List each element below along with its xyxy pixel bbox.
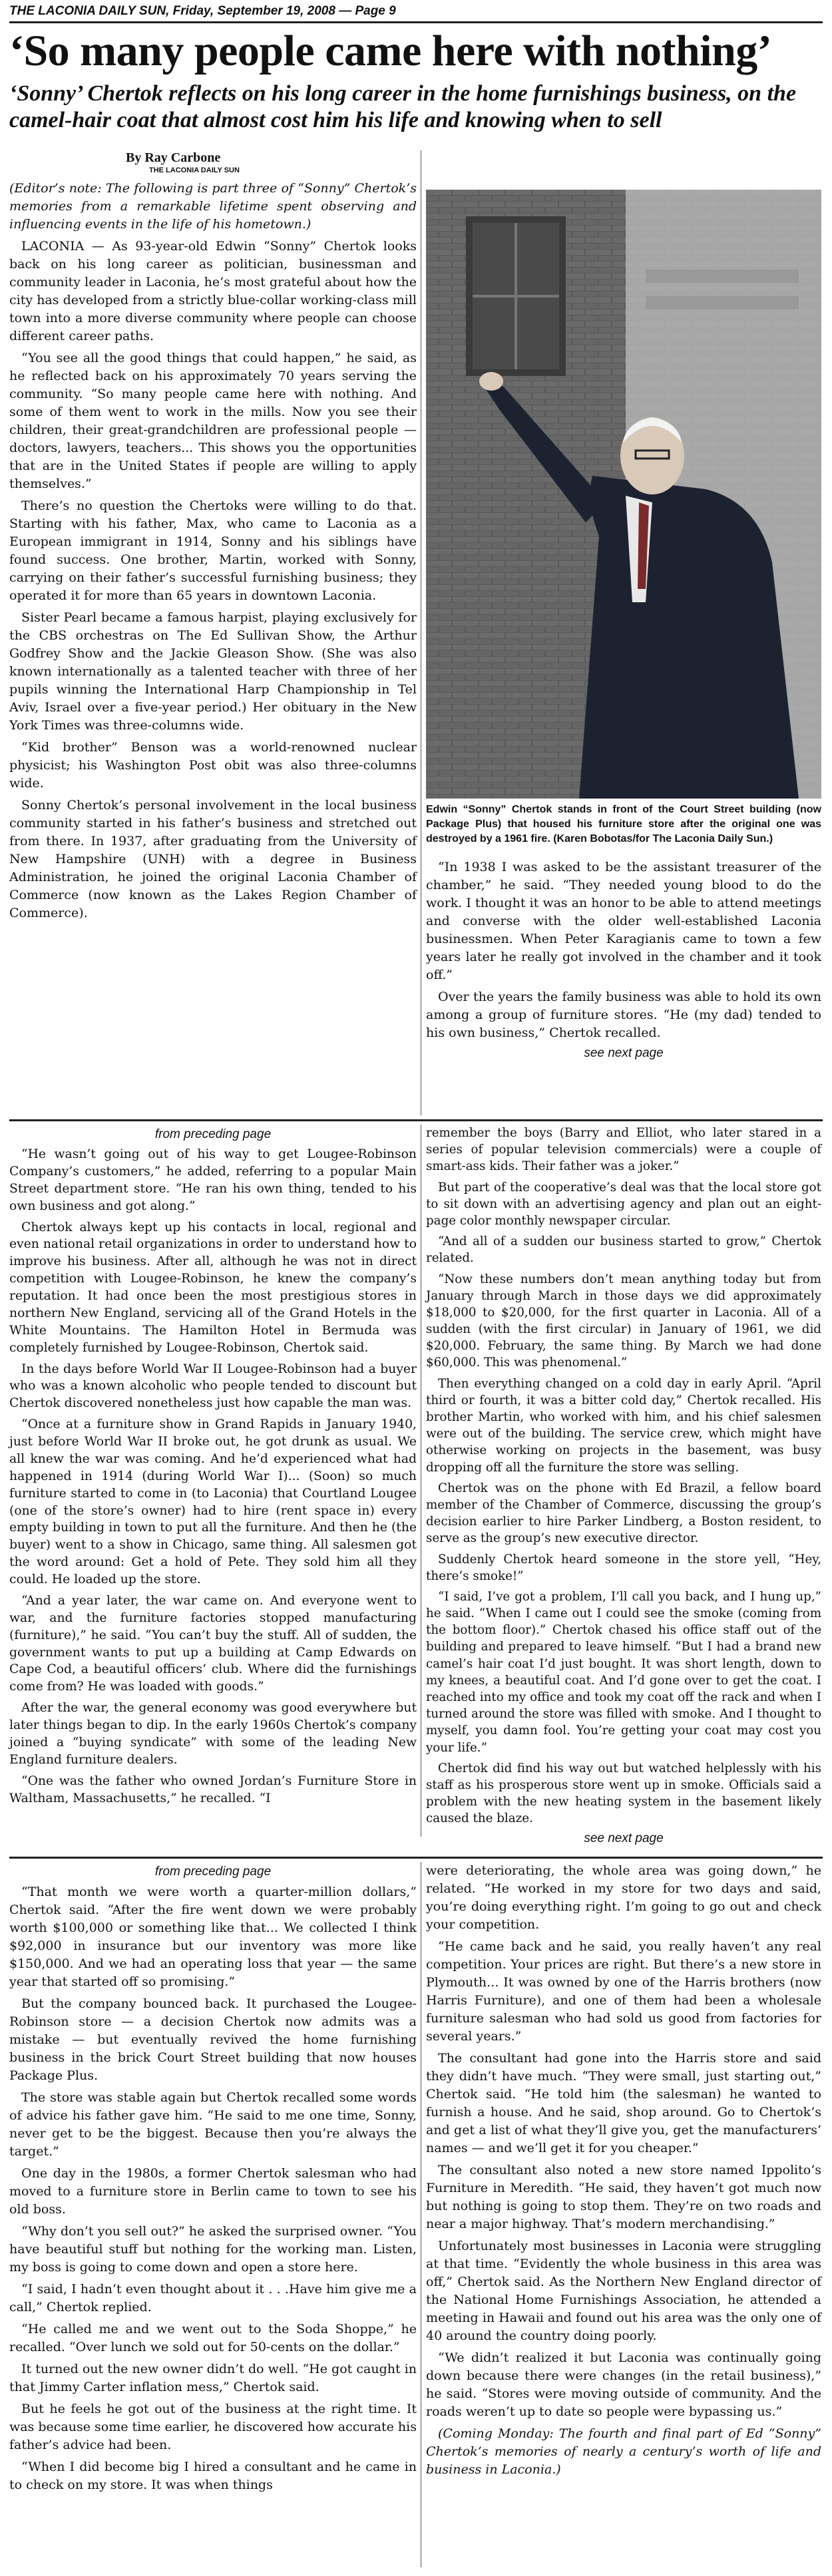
section-divider xyxy=(9,1119,823,1121)
paragraph: After the war, the general economy was good everywhere but later things began to dip. In the early 1960s Chertok’s company joined a “buying syndicate” with some of the leading New England furniture dealers. xyxy=(9,1701,417,1767)
folio: THE LACONIA DAILY SUN, Friday, September 19, 2008 — Page 9 xyxy=(9,0,823,23)
paragraph: remember the boys (Barry and Elliot, who later stared in a series of popular television commercials) were a couple of smart-ass kids. Their father was a joker.” xyxy=(426,1126,821,1174)
paragraph: “In 1938 I was asked to be the assistant treasurer of the chamber,” he said. “They needed young blood to do the work. I thought it was an honor to be able to attend meetings and converse with the older well-established Laconia businessmen. When Peter Karagianis came to town a few years later he really got involved in the chamber and it took off.” xyxy=(426,860,821,982)
paragraph: “I said, I hadn’t even thought about it . . .Have him give me a call,” Chertok replied. xyxy=(9,2282,417,2314)
paragraph: Chertok did find his way out but watched helplessly with his staff as his prosperous store went up in smoke. Officials said a problem with the new heating system in the basement likely caused the blaze. xyxy=(426,1761,821,1826)
see-next-page: see next page xyxy=(584,1046,664,1060)
headline: ‘So many people came here with nothing’ xyxy=(9,27,772,75)
section3-right-column xyxy=(426,1862,821,2483)
see-next-page: see next page xyxy=(584,1831,664,1845)
paragraph: “We didn’t realized it but Laconia was continually going down because there were changes (in the retail business),” he said. “Stores were moving outside of community. And the roads weren’t up to date so people were bypassing us.” xyxy=(426,2350,821,2419)
chertok-photo xyxy=(426,190,821,799)
paragraph: “I said, I’ve got a problem, I’ll call you back, and I hung up,” he said. “When I came out I could see the smoke (coming from the bottom floor).” Chertok chased his office staff out of the building and prepared to leave himself. “But I had a brand new camel’s hair coat I’d just bought. It was short length, down to my knees, a beautiful coat. And I’d gone over to get the coat. I reached into my office and took my coat off the rack and when I turned around the store was filled with smoke. And I thought to myself, you damn fool. You’re getting your coat may cost you your life.” xyxy=(426,1589,821,1755)
paragraph: “He came back and he said, you really haven’t any real competition. Your prices are right. But there’s a new store in Plymouth... It was owned by one of the Harris brothers (now Harris Furniture), and one of them had been a wholesale furniture salesman who had sold us good from factories for several years.” xyxy=(426,1939,821,2044)
paragraph: But the company bounced back. It purchased the Lougee-Robinson store — a decision Chertok now admits was a mistake — but eventually revived the home furnishing business in the brick Court Street building that now houses Package Plus. xyxy=(9,1996,417,2083)
paragraph: There’s no question the Chertoks were willing to do that. Starting with his father, Max, who came to Laconia as a European immigrant in 1914, Sonny and his siblings have found success. One brother, Martin, worked with Sonny, carrying on their father’s successful furnishing business; they operated it for more than 65 years in downtown Laconia. xyxy=(9,498,417,603)
paragraph: “One was the father who owned Jordan’s Furniture Store in Waltham, Massachusetts,” he recalled. “I xyxy=(9,1773,417,1805)
photo-caption: Edwin “Sonny” Chertok stands in front of the Court Street building (now Package Plus) that housed his furniture store after the original one was destroyed by a 1961 fire. (Karen Bobotas/for The Laconia Daily Sun.) xyxy=(426,804,821,844)
paragraph: One day in the 1980s, a former Chertok salesman who had moved to a furniture store in Berlin came to town to see his old boss. xyxy=(9,2166,417,2217)
paragraph: The consultant had gone into the Harris store and said they didn’t have much. “They were small, just starting out,” Chertok said. “He told him (the salesman) he wanted to furnish a house. And he said, shop around. Go to Chertok’s and get a list of what they’ll give you, get the manufacturers’ names — and we’ll get it for you cheaper.” xyxy=(426,2051,821,2155)
paragraph: “You see all the good things that could happen,” he said, as he reflected back on his approximately 70 years serving the community. “So many people came here with nothing. And some of them went to work in the mills. Now you see their children, their great-grandchildren are professional people — doctors, lawyers, teachers... This shows you the opportunities that are in the United States if people are willing to apply themselves.” xyxy=(9,351,417,491)
paragraph: Suddenly Chertok heard someone in the store yell, “Hey, there’s smoke!” xyxy=(426,1552,821,1583)
paragraph: Chertok was on the phone with Ed Brazil, a fellow board member of the Chamber of Commerce, discussing the group’s decision earlier to hire Parker Lindberg, a Boston resident, to serve as the group’s new executive director. xyxy=(426,1481,821,1546)
paragraph: “He wasn’t going out of his way to get Lougee-Robinson Company’s customers,” he added, referring to a popular Main Street department store. “He ran his own thing, tended to his own business and got along.” xyxy=(9,1147,417,1213)
man-pointing-at-building-icon xyxy=(426,190,821,799)
paragraph: Unfortunately most businesses in Laconia were struggling at that time. “Evidently the whole business in this area was off,” Chertok said. As the Northern New England director of the National Home Furnishings Association, he attended a meeting in Hawaii and found out his area was the only one of 40 around the country doing poorly. xyxy=(426,2239,821,2343)
section1-right-column xyxy=(426,858,821,1065)
paragraph: In the days before World War II Lougee-Robinson had a buyer who was a known alcoholic who people tended to discount but Chertok discovered nonetheless just how capable the man was. xyxy=(9,1362,417,1411)
from-preceding-page: from preceding page xyxy=(154,1127,272,1141)
paragraph: But part of the cooperative’s deal was that the local store got to sit down with an advertising agency and plan out an eight-page color monthly newspaper circular. xyxy=(426,1180,821,1228)
byline-org: THE LACONIA DAILY SUN xyxy=(149,166,240,174)
paragraph: It turned out the new owner didn’t do well. “He got caught in that Jimmy Carter inflation mess,” Chertok said. xyxy=(9,2362,417,2394)
paragraph: Over the years the family business was able to hold its own among a group of furniture stores. “He (my dad) tended to his own business,” Chertok recalled. xyxy=(426,990,821,1040)
paragraph: “And all of a sudden our business started to grow,” Chertok related. xyxy=(426,1234,821,1266)
section2-right-column xyxy=(426,1125,821,1850)
paragraph: “He called me and we went out to the Soda Shoppe,” he recalled. “Over lunch we sold out for 50-cents on the dollar.” xyxy=(9,2322,417,2354)
section-divider xyxy=(9,1857,823,1859)
paragraph: “Kid brother” Benson was a world-renowned nuclear physicist; his Washington Post obit was also three-columns wide. xyxy=(9,740,417,791)
paragraph: Chertok always kept up his contacts in local, regional and even national retail organizations in order to understand how to improve his business. After all, although he was not in direct competition with Lougee-Robinson, he knew the company’s reputation. It had once been the most prestigious stores in northern New England, servicing all of the Grand Hotels in the White Mountains. The Hamilton Hotel in Bermuda was completely furnished by Lougee-Robinson, Chertok said. xyxy=(9,1220,417,1355)
editors-note: (Editor’s note: The following is part three of “Sonny” Chertok’s memories from a remarkable lifetime spent observing and influencing events in the life of his hometown.) xyxy=(9,181,417,232)
byline: By Ray Carbone xyxy=(126,150,221,165)
section1-left-column xyxy=(9,150,417,926)
paragraph: But he feels he got out of the business at the right time. It was because some time earlier, he discovered how accurate his father’s advice had been. xyxy=(9,2402,417,2452)
paragraph: “Why don’t you sell out?” he asked the surprised owner. “You have beautiful stuff but nothing for the working man. Listen, my boss is going to come down and open a store here. xyxy=(9,2224,417,2275)
paragraph: “Now these numbers don’t mean anything today but from January through March in those days we did approximately $18,000 to $20,000, for the first quarter in Laconia. All of a sudden (with the first circular) in January of 1961, we did $20,000. February, the same thing. By March we had done $60,000. This was phenomenal.” xyxy=(426,1272,821,1370)
paragraph: The consultant also noted a new store named Ippolito’s Furniture in Meredith. “He said, they haven’t got much now but nothing is going to stop them. They’re on two roads and near a major highway. That’s modern merchandising.” xyxy=(426,2163,821,2231)
paragraph: “Once at a furniture show in Grand Rapids in January 1940, just before World War II broke out, he got drunk as usual. We all knew the war was coming. And he’d experienced what had happened in 1914 (during World War I)... (Soon) so much furniture started to come in (to Laconia) that Courtland Lougee (one of the store’s owner) had to hire (rent space in) every empty building in town to put all the furniture. And then he (the buyer) went to a show in Chicago, same thing. All salesmen got the word around: Get a hold of Pete. They sold him all they could. He loaded up the store. xyxy=(9,1417,417,1586)
paragraph: The store was stable again but Chertok recalled some words of advice his father gave him. “He said to me one time, Sonny, never get to be the biggest. Because then you’re always the target.” xyxy=(9,2090,417,2159)
paragraph: “And a year later, the war came on. And everyone went to war, and the furniture factories stopped manufacturing (furniture),” he said. “You can’t buy the stuff. All of sudden, the government wants to put up a building at Camp Edwards on Cape Cod, a beautiful officers’ club. Where did the furnishings come from? He was loaded with goods.” xyxy=(9,1593,417,1694)
paragraph: were deteriorating, the whole area was going down,” he related. “He worked in my store for two days and said, you’re doing everything right. I’m going to go out and check your competition. xyxy=(426,1863,821,1932)
coming-monday-note: (Coming Monday: The fourth and final part of Ed “Sonny” Chertok’s memories of nearly a century’s worth of life and business in Laconia.) xyxy=(426,2426,821,2477)
from-preceding-page: from preceding page xyxy=(154,1865,272,1879)
paragraph: Sonny Chertok’s personal involvement in the local business community started in his father’s business and stretched out from there. In 1937, after graduating from the University of New Hampshire (UNH) with a degree in Business Administration, he joined the original Laconia Chamber of Commerce (now known as the Lakes Region Chamber of Commerce). xyxy=(9,798,417,920)
deck: ‘Sonny’ Chertok reflects on his long career in the home furnishings business, on the camel-hair coat that almost cost him his life and knowing when to sell xyxy=(9,81,797,132)
section2-left-column xyxy=(9,1125,417,1811)
paragraph: “That month we were worth a quarter-million dollars,” Chertok said. “After the fire went down we were probably worth $100,000 or something like that... We collected I think $92,000 in insurance but our inventory was more like $150,000. And we had an operating loss that year — the same year that started off so promising.” xyxy=(9,1885,417,1989)
paragraph: Sister Pearl became a famous harpist, playing exclusively for the CBS orchestras on The Ed Sullivan Show, the Arthur Godfrey Show and the Jackie Gleason Show. (She was also known internationally as a talented teacher with three of her pupils winning the International Harp Championship in Tel Aviv, Israel over a five-year period.) Her obituary in the New York Times was three-columns wide. xyxy=(9,610,417,733)
paragraph: LACONIA — As 93-year-old Edwin “Sonny” Chertok looks back on his long career as politician, businessman and community leader in Laconia, he’s most grateful about how the city has developed from a strictly blue-collar working-class mill town into a more diverse community where people can choose different career paths. xyxy=(9,239,417,343)
paragraph: Then everything changed on a cold day in early April. “April third or fourth, it was a bitter cold day,” Chertok recalled. His brother Martin, who worked with him, and his chief salesmen were out of the building. The service crew, which might have otherwise working on projects in the basement, was busy dropping off all the furniture the store was selling. xyxy=(426,1376,821,1475)
section3-left-column xyxy=(9,1862,417,2498)
paragraph: “When I did become big I hired a consultant and he came in to check on my store. It was when things xyxy=(9,2460,417,2492)
